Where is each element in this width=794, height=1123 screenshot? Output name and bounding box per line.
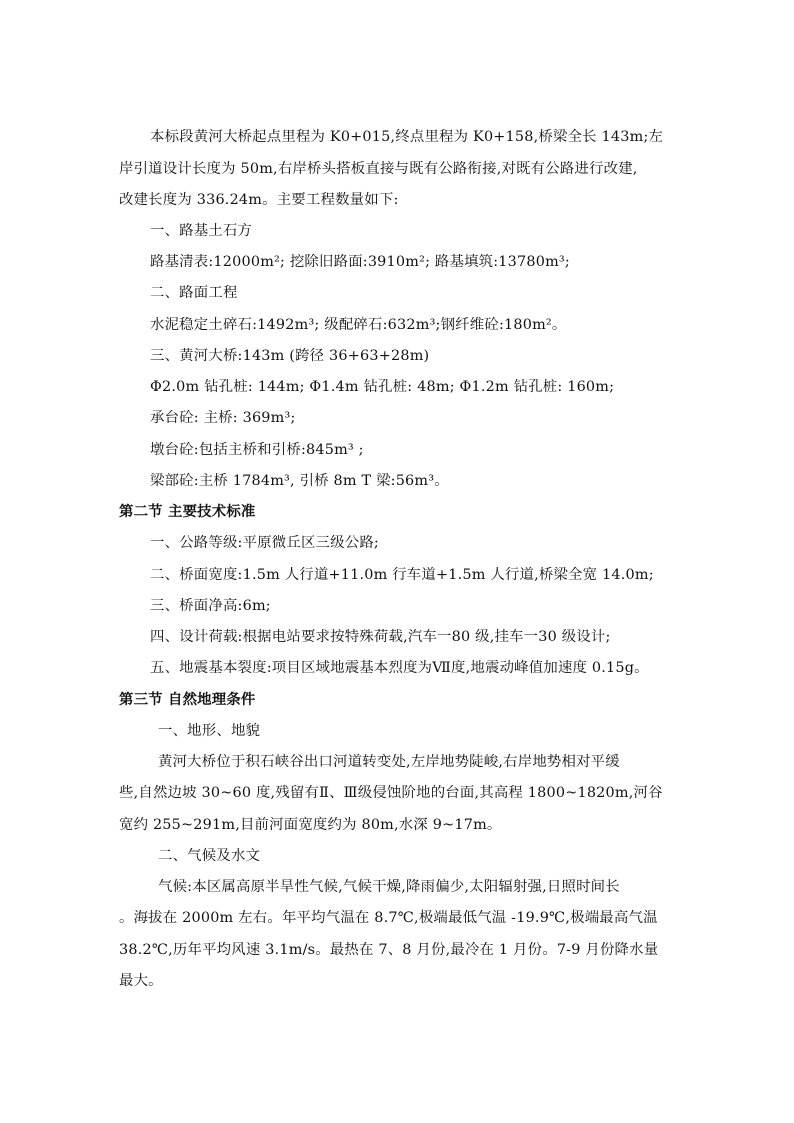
section-2-heading: 第二节 主要技术标准 <box>119 504 256 520</box>
standard-item: 二、桥面宽度:1.5m 人行道+11.0m 行车道+1.5m 人行道,桥梁全宽 14.0m; <box>150 567 654 583</box>
subheading-climate: 二、气候及水文 <box>158 848 261 864</box>
climate-line: 。海拔在 2000m 左右。年平均气温在 8.7℃,极端最低气温 -19.9℃,极端最高气温 <box>119 910 658 926</box>
climate-line: 气候:本区属高原半旱性气候,气候干燥,降雨偏少,太阳辐射强,日照时间长 <box>158 879 620 895</box>
quantity-line: 墩台砼:包括主桥和引桥:845m³ ; <box>150 442 364 458</box>
climate-line: 最大。 <box>119 973 163 989</box>
terrain-line: 些,自然边坡 30~60 度,残留有Ⅱ、Ⅲ级侵蚀阶地的台面,其高程 1800~1820m,河谷 <box>119 785 663 801</box>
intro-line-3: 改建长度为 336.24m。主要工程数量如下: <box>119 192 399 208</box>
terrain-line: 黄河大桥位于积石峡谷出口河道转变处,左岸地势陡峻,右岸地势相对平缓 <box>158 754 620 770</box>
quantity-heading-roadbed: 一、路基土石方 <box>150 223 253 239</box>
standard-item: 四、设计荷载:根据电站要求按特殊荷载,汽车一80 级,挂车一30 级设计; <box>150 629 611 645</box>
intro-line-1: 本标段黄河大桥起点里程为 K0+015,终点里程为 K0+158,桥梁全长 143m;左 <box>150 129 664 145</box>
quantity-line: 梁部砼:主桥 1784m³, 引桥 8m T 梁:56m³。 <box>150 473 449 489</box>
climate-line: 38.2℃,历年平均风速 3.1m/s。最热在 7、8 月份,最冷在 1 月份。7-9 月份降水量 <box>119 942 659 958</box>
subheading-terrain: 一、地形、地貌 <box>158 723 261 739</box>
terrain-line: 宽约 255~291m,目前河面宽度约为 80m,水深 9~17m。 <box>119 817 502 833</box>
quantity-line: 承台砼: 主桥: 369m³; <box>150 410 296 426</box>
standard-item: 五、地震基本裂度:项目区域地震基本烈度为Ⅶ度,地震动峰值加速度 0.15g。 <box>150 660 649 676</box>
quantity-line: 路基清表:12000m²; 挖除旧路面:3910m²; 路基填筑:13780m³; <box>150 254 570 270</box>
quantity-heading-pavement: 二、路面工程 <box>150 285 238 301</box>
section-3-heading: 第三节 自然地理条件 <box>119 692 256 708</box>
standard-item: 三、桥面净高:6m; <box>150 598 271 614</box>
intro-line-2: 岸引道设计长度为 50m,右岸桥头搭板直接与既有公路衔接,对既有公路进行改建, <box>119 161 638 177</box>
quantity-line: 水泥稳定土碎石:1492m³; 级配碎石:632m³;钢纤维砼:180m²。 <box>150 317 567 333</box>
quantity-heading-bridge: 三、黄河大桥:143m (跨径 36+63+28m) <box>150 348 430 364</box>
quantity-line: Φ2.0m 钻孔桩: 144m; Φ1.4m 钻孔桩: 48m; Φ1.2m 钻孔桩: 160m; <box>150 379 615 395</box>
standard-item: 一、公路等级:平原微丘区三级公路; <box>150 535 379 551</box>
